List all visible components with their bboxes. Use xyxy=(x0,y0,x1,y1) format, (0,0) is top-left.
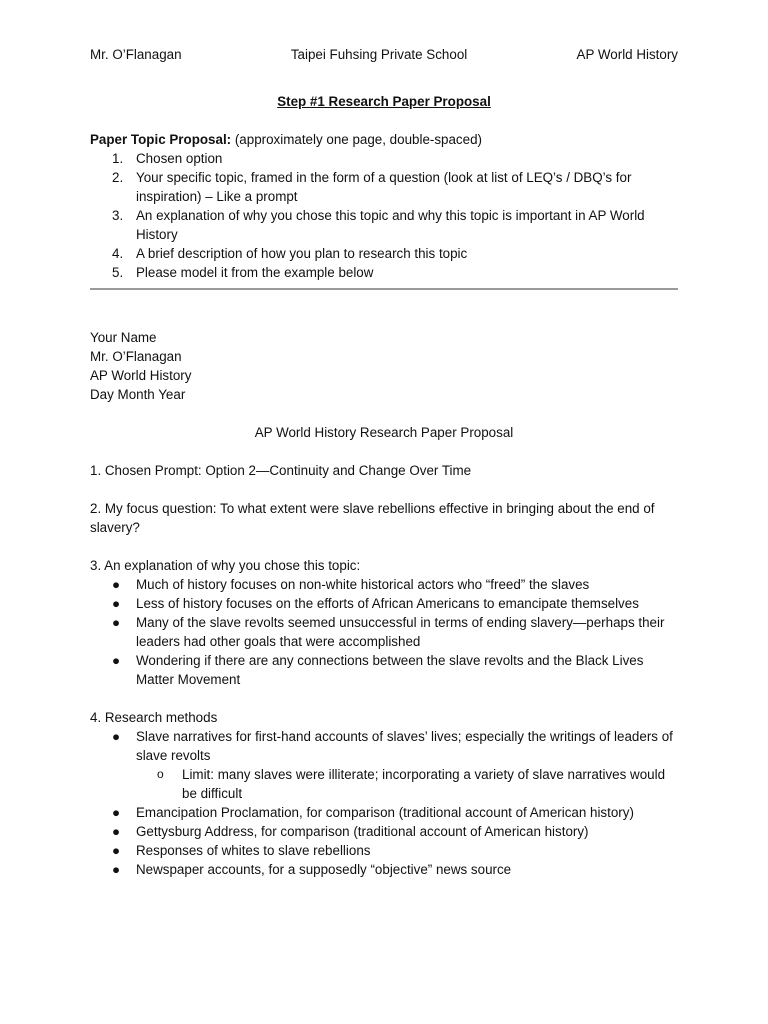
list-item xyxy=(111,727,678,803)
list-item-text: Responses of whites to slave rebellions xyxy=(136,843,371,858)
list-number: 2. xyxy=(112,170,124,185)
explanation-list xyxy=(90,575,678,689)
list-item-text: Slave narratives for first-hand accounts of slaves’ lives; especially the writings of leaders of slave revolts xyxy=(136,729,673,763)
signature-line-course: AP World History xyxy=(90,368,192,383)
list-number: 4. xyxy=(112,246,124,261)
list-number: 1. xyxy=(112,151,124,166)
list-item-text: Chosen option xyxy=(136,151,223,166)
list-item-text: Less of history focuses on the efforts of African Americans to emancipate themselves xyxy=(136,596,639,611)
explanation-heading: 3. An explanation of why you chose this topic: xyxy=(90,558,361,573)
list-item xyxy=(112,149,678,168)
list-item xyxy=(111,860,678,879)
chosen-prompt: 1. Chosen Prompt: Option 2—Continuity and Change Over Time xyxy=(90,463,472,478)
list-number: 3. xyxy=(112,208,124,223)
list-item xyxy=(111,594,678,613)
list-item xyxy=(111,803,678,822)
header-teacher: Mr. O’Flanagan xyxy=(90,47,182,62)
page-header xyxy=(90,45,678,64)
list-item xyxy=(111,822,678,841)
list-item-text: An explanation of why you chose this topic and why this topic is important in AP World History xyxy=(136,208,645,242)
bullet-icon: ● xyxy=(111,729,121,744)
bullet-icon: ● xyxy=(111,577,121,592)
list-item-text: Please model it from the example below xyxy=(136,265,374,280)
list-item-text: Newspaper accounts, for a supposedly “objective” news source xyxy=(136,862,512,877)
example-title: AP World History Research Paper Proposal xyxy=(254,425,514,440)
signature-line-name: Your Name xyxy=(90,330,157,345)
sub-bullet-icon: o xyxy=(157,767,164,781)
list-number: 5. xyxy=(112,265,124,280)
list-item-text: Many of the slave revolts seemed unsuccessful in terms of ending slavery—perhaps their leaders had other goals that were accomplished xyxy=(136,615,665,649)
signature-line-teacher: Mr. O’Flanagan xyxy=(90,349,182,364)
list-item-text: A brief description of how you plan to research this topic xyxy=(136,246,468,261)
topic-proposal-label: Paper Topic Proposal: xyxy=(90,132,232,147)
list-item-text: Much of history focuses on non-white historical actors who “freed” the slaves xyxy=(136,577,590,592)
header-school: Taipei Fuhsing Private School xyxy=(290,47,468,62)
list-item xyxy=(111,613,678,651)
research-sublist xyxy=(136,765,678,803)
header-course: AP World History xyxy=(576,47,678,62)
list-item xyxy=(112,244,678,263)
bullet-icon: ● xyxy=(111,653,121,668)
list-item-text: Emancipation Proclamation, for comparison (traditional account of American history) xyxy=(136,805,634,820)
signature-line-date: Day Month Year xyxy=(90,387,186,402)
bullet-icon: ● xyxy=(111,805,121,820)
signature-block xyxy=(90,328,678,404)
list-item-text: Gettysburg Address, for comparison (traditional account of American history) xyxy=(136,824,589,839)
list-item xyxy=(111,841,678,860)
bullet-icon: ● xyxy=(111,615,121,630)
research-heading: 4. Research methods xyxy=(90,710,218,725)
list-item xyxy=(111,651,678,689)
list-item xyxy=(112,263,678,282)
list-item xyxy=(111,575,678,594)
list-item-text: Limit: many slaves were illiterate; incorporating a variety of slave narratives would be difficult xyxy=(182,767,666,801)
bullet-icon: ● xyxy=(111,862,121,877)
research-list xyxy=(90,727,678,879)
topic-proposal-intro xyxy=(90,130,678,149)
list-item xyxy=(157,765,678,803)
proposal-requirements-list xyxy=(90,149,678,282)
focus-question: 2. My focus question: To what extent were slave rebellions effective in bringing about the end of slavery? xyxy=(90,501,655,535)
list-item xyxy=(112,206,678,244)
bullet-icon: ● xyxy=(111,843,121,858)
bullet-icon: ● xyxy=(111,824,121,839)
topic-proposal-note: (approximately one page, double-spaced) xyxy=(231,132,482,147)
list-item-text: Your specific topic, framed in the form of a question (look at list of LEQ’s / DBQ’s for inspiration) – Like a prompt xyxy=(136,170,632,204)
document-title: Step #1 Research Paper Proposal xyxy=(277,94,491,109)
list-item-text: Wondering if there are any connections between the slave revolts and the Black Lives Matter Movement xyxy=(136,653,644,687)
bullet-icon: ● xyxy=(111,596,121,611)
document-content xyxy=(90,45,678,879)
list-item xyxy=(112,168,678,206)
horizontal-divider xyxy=(90,288,678,290)
